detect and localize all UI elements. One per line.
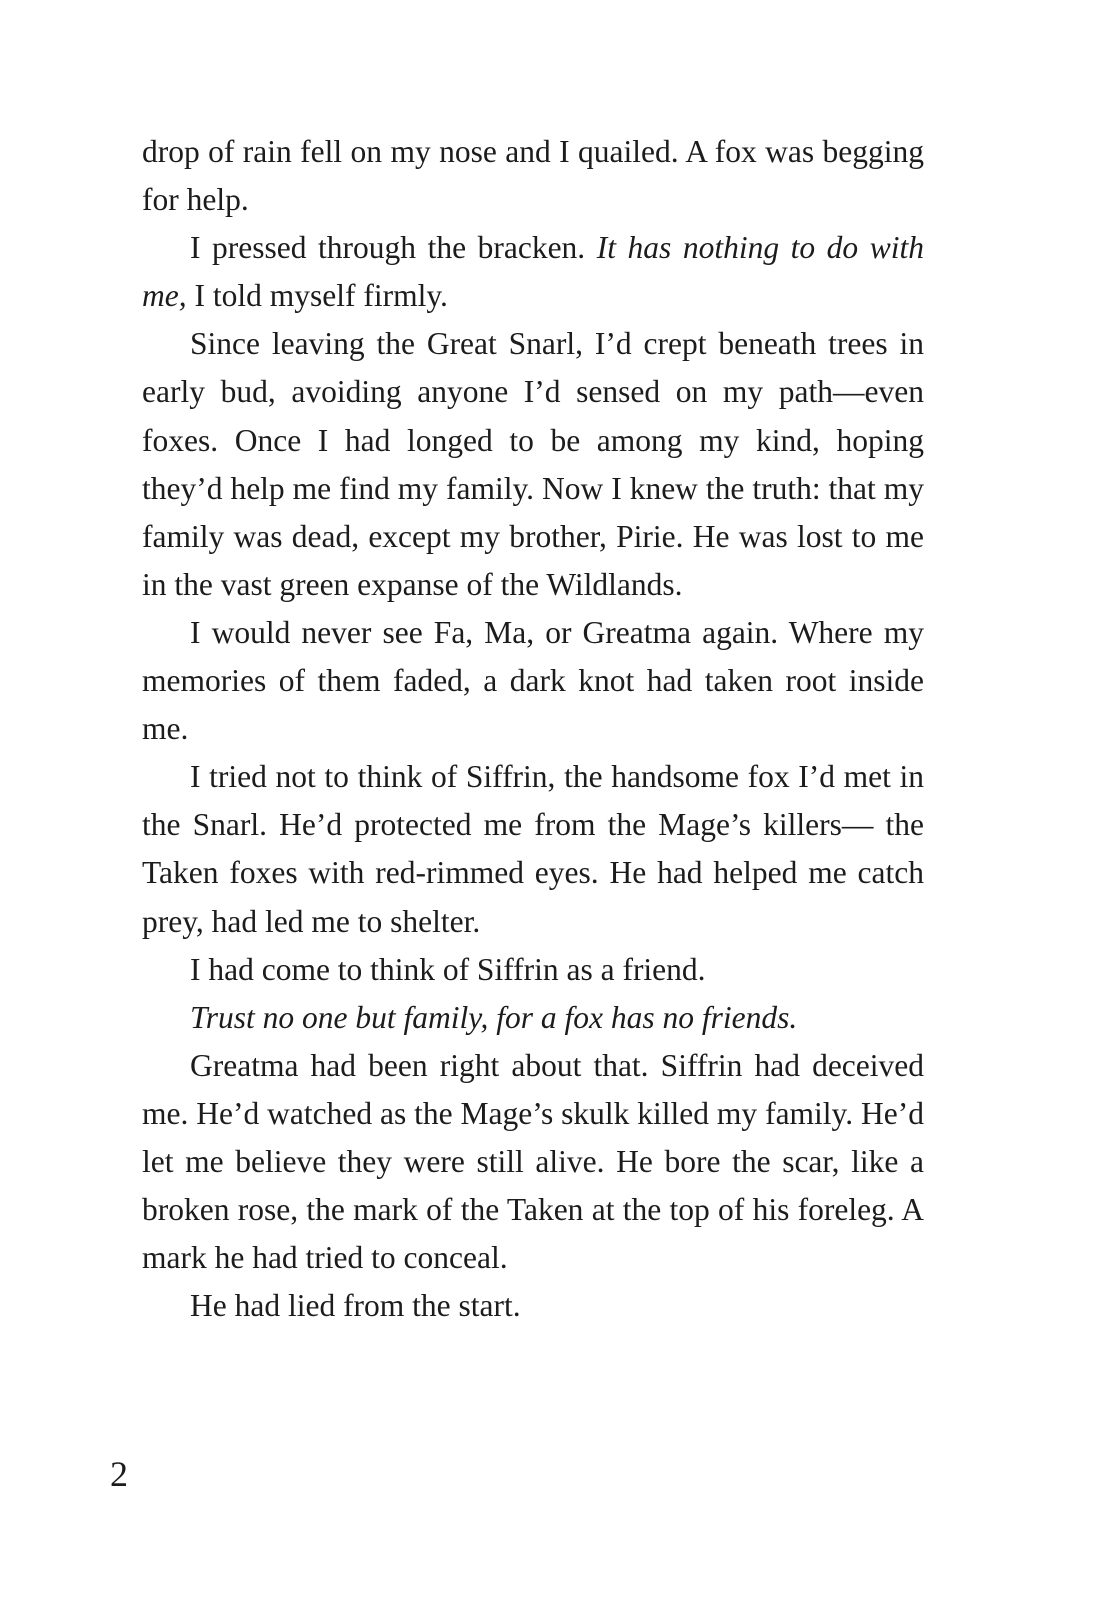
paragraph <box>142 994 924 1042</box>
text-segment: I tried not to think of Siffrin, the handsome fox I’d met in the Snarl. He’d protected me from the Mage’s killers— the Taken foxes with red-rimmed eyes. He had helped me catch prey, had led me to shelter. <box>142 759 924 939</box>
paragraph <box>142 1042 924 1282</box>
paragraph <box>142 753 924 945</box>
text-segment: Since leaving the Great Snarl, I’d crept beneath trees in early bud, avoiding anyone I’d sensed on my path—even foxes. Once I had longed to be among my kind, hoping they’d help me find my family. Now I knew the truth: that my family was dead, except my brother, Pirie. He was lost to me in the vast green expanse of the Wildlands. <box>142 326 924 602</box>
text-segment: Greatma had been right about that. Siffrin had deceived me. He’d watched as the Mage’s skulk killed my family. He’d let me believe they were still alive. He bore the scar, like a broken rose, the mark of the Taken at the top of his foreleg. A mark he had tried to conceal. <box>142 1047 924 1276</box>
paragraph <box>142 609 924 753</box>
paragraph <box>142 1282 924 1330</box>
paragraph <box>142 946 924 994</box>
italic-text-segment: Trust no one but family, for a fox has no friends. <box>190 999 798 1035</box>
italic-text-segment: It has nothing to do with me, <box>142 230 924 314</box>
text-segment: He had lied from the start. <box>190 1288 521 1324</box>
text-segment: I had come to think of Siffrin as a friend. <box>190 951 706 987</box>
text-segment: I told myself firmly. <box>186 278 448 314</box>
paragraph <box>142 320 924 609</box>
text-segment: drop of rain fell on my nose and I quailed. A fox was begging for help. <box>142 134 924 218</box>
paragraph <box>142 128 924 224</box>
text-segment: I would never see Fa, Ma, or Greatma again. Where my memories of them faded, a dark knot had taken root inside me. <box>142 614 924 747</box>
body-text <box>142 128 924 1330</box>
paragraph <box>142 224 924 320</box>
page-number: 2 <box>110 1454 128 1494</box>
text-segment: I pressed through the bracken. <box>190 230 597 266</box>
